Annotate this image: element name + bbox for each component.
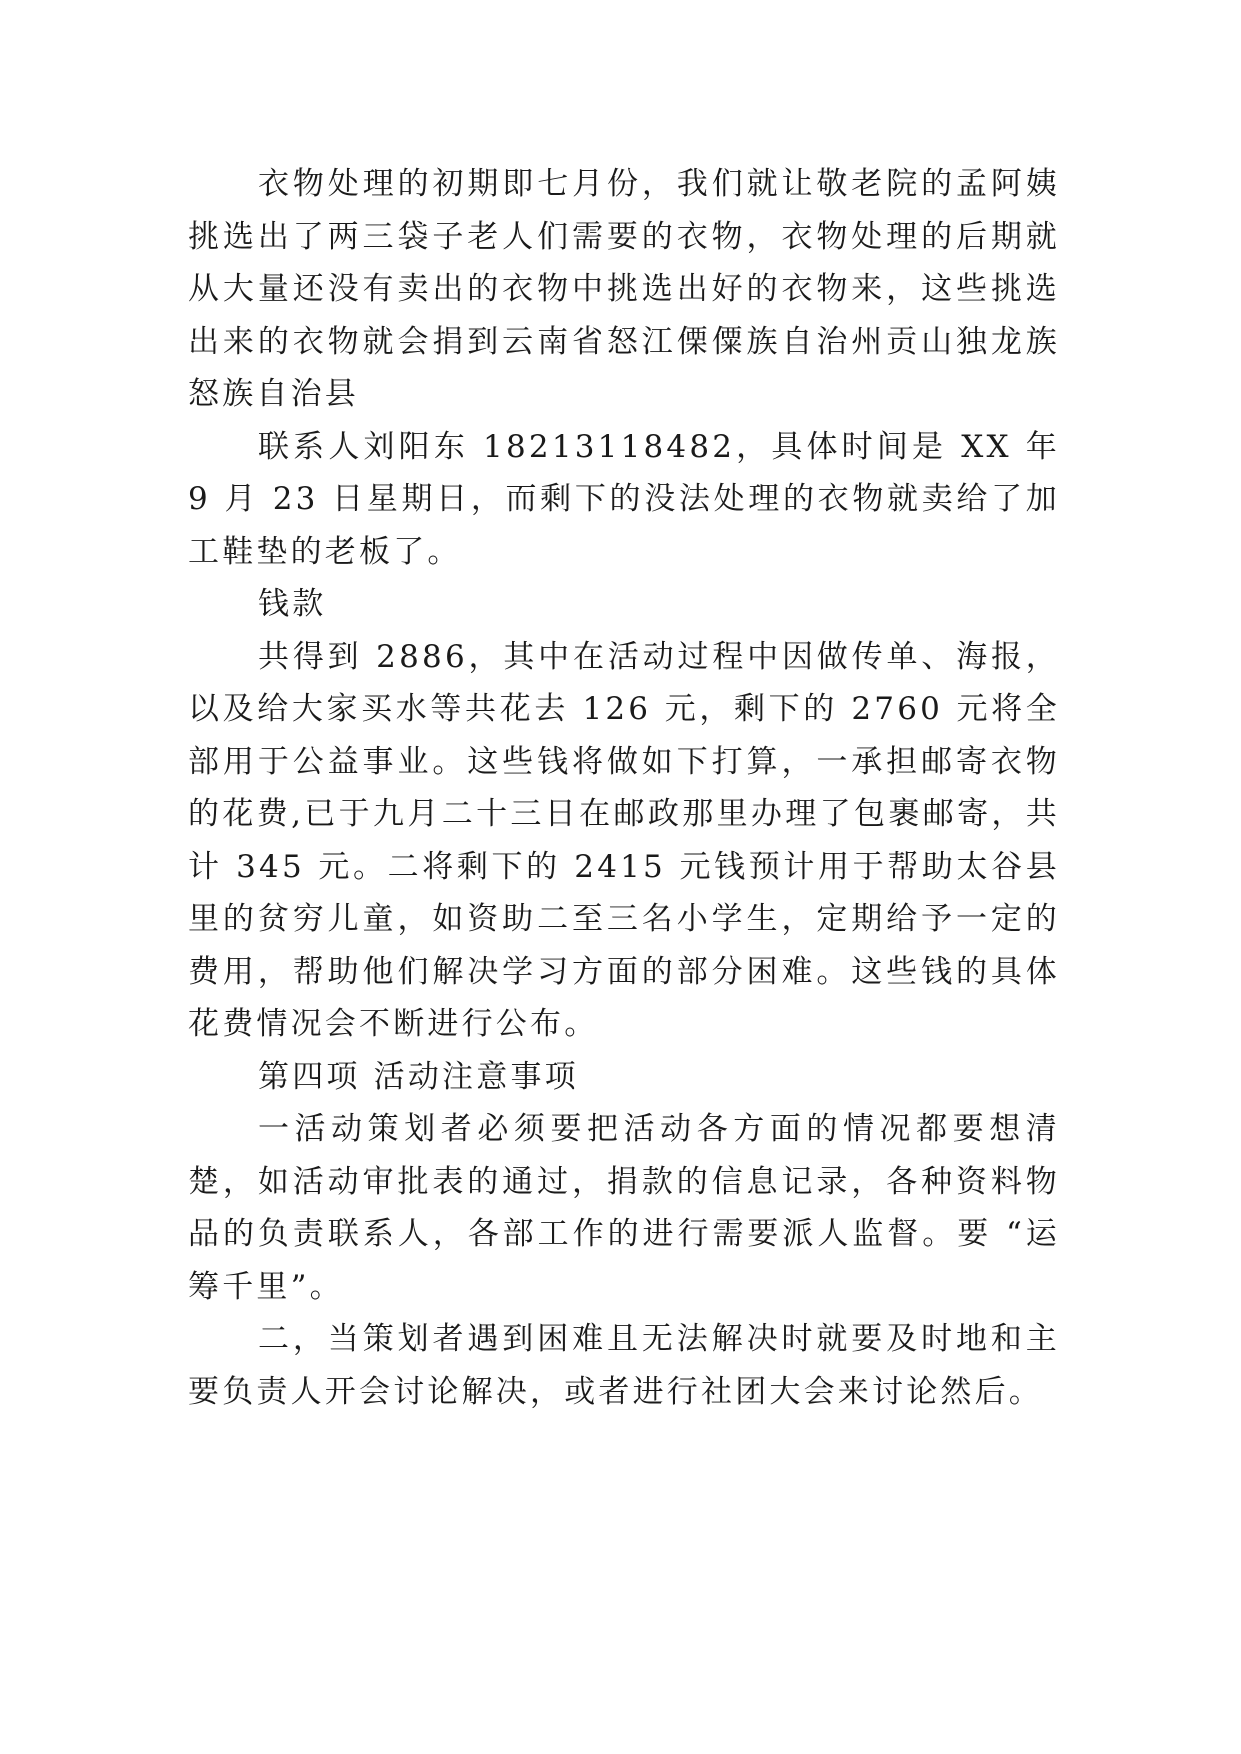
paragraph-clothing-handling: 衣物处理的初期即七月份，我们就让敬老院的孟阿姨挑选出了两三袋子老人们需要的衣物，衣物处理的后期就从大量还没有卖出的衣物中挑选出好的衣物来，这些挑选出来的衣物就会捐到云南省怒江傈僳族自治州贡山独龙族怒族自治县: [188, 166, 1060, 412]
paragraph-notice-one: 一活动策划者必须要把活动各方面的情况都要想清楚，如活动审批表的通过，捐款的信息记录，各种资料物品的负责联系人，各部工作的进行需要派人监督。要 “运筹千里”。: [188, 1111, 1060, 1305]
heading-money: 钱款: [258, 586, 327, 622]
document-body: [188, 158, 1060, 1418]
paragraph-money-details: 共得到 2886，其中在活动过程中因做传单、海报，以及给大家买水等共花去 126 元，剩下的 2760 元将全部用于公益事业。这些钱将做如下打算，一承担邮寄衣物的花费,已于九月二十三日在邮政那里办理了包裹邮寄，共计 345 元。二将剩下的 2415 元钱预计用于帮助太谷县里的贫穷儿童，如资助二至三名小学生，定期给予一定的费用，帮助他们解决学习方面的部分困难。这些钱的具体花费情况会不断进行公布。: [188, 638, 1060, 1042]
paragraph-notice-two: 二，当策划者遇到困难且无法解决时就要及时地和主要负责人开会讨论解决，或者进行社团大会来讨论然后。: [188, 1321, 1060, 1410]
heading-section-four: 第四项 活动注意事项: [258, 1058, 579, 1095]
paragraph-contact-info: 联系人刘阳东 18213118482，具体时间是 XX 年 9 月 23 日星期日，而剩下的没法处理的衣物就卖给了加工鞋垫的老板了。: [188, 428, 1060, 570]
